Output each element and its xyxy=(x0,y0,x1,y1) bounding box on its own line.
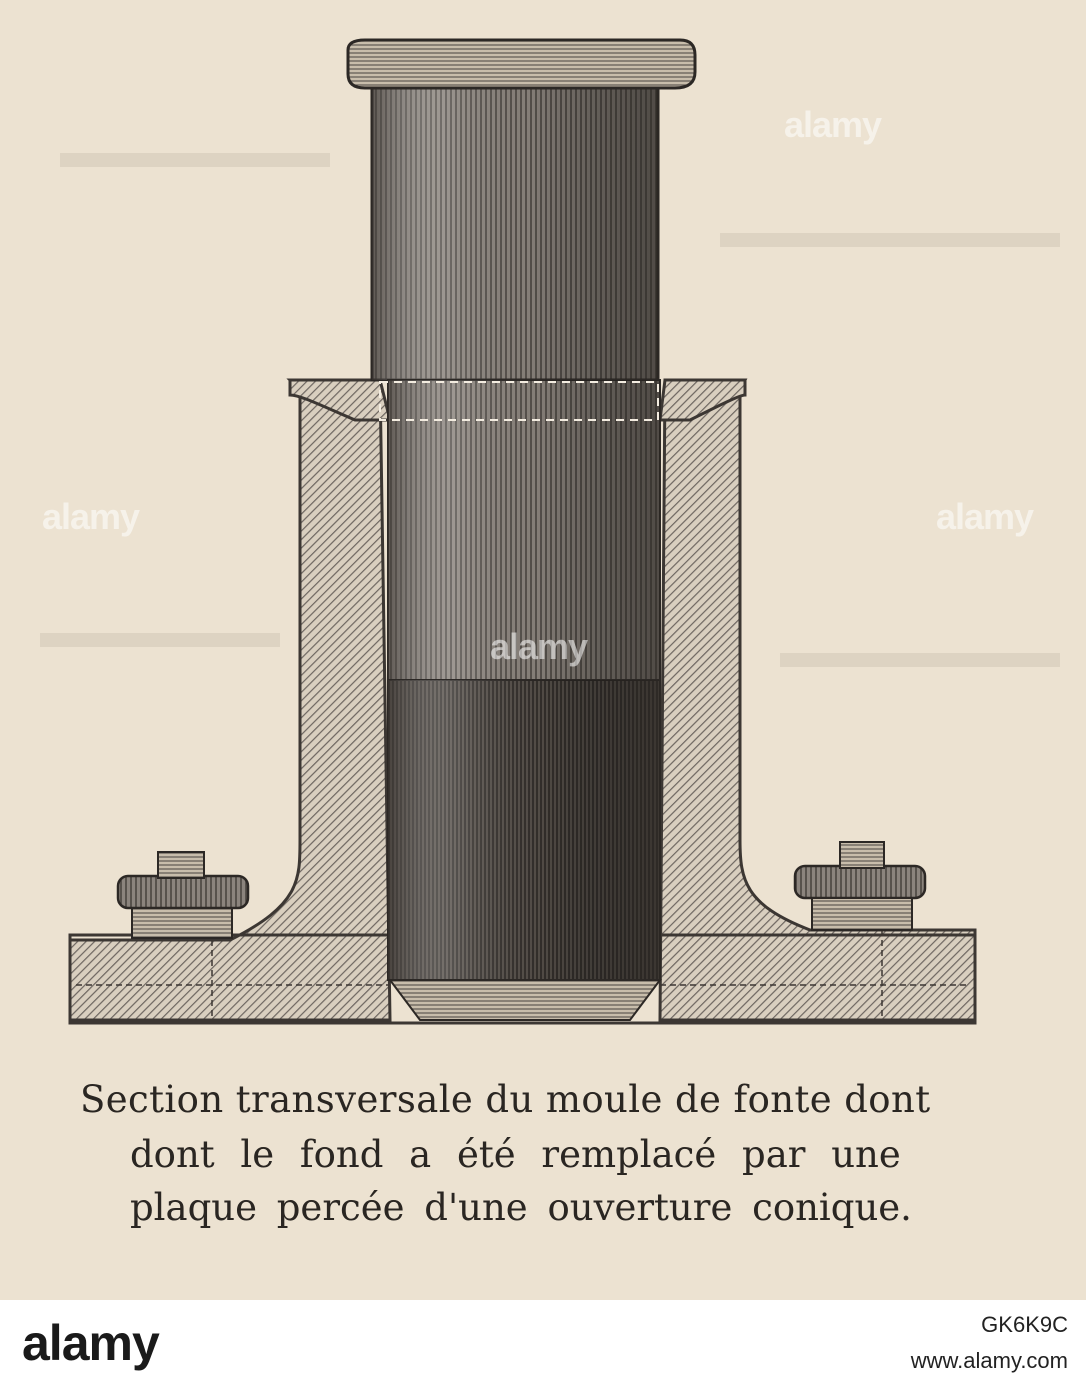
stock-footer xyxy=(0,1300,1086,1390)
site-url: www.alamy.com xyxy=(910,1348,1068,1373)
watermark-top: alamy xyxy=(784,104,882,145)
watermark-left: alamy xyxy=(42,496,140,537)
caption-line-3: plaque percée d'une ouverture conique. xyxy=(130,1186,912,1229)
piston-cap xyxy=(348,40,695,88)
caption-line-1: Section transversale du moule de fonte dont xyxy=(80,1078,931,1121)
watermark-center: alamy xyxy=(490,626,588,667)
alamy-logo: alamy xyxy=(22,1315,159,1371)
bolt-left xyxy=(118,852,248,938)
bolt-right xyxy=(795,842,925,930)
watermark-right: alamy xyxy=(936,496,1034,537)
conical-opening xyxy=(390,980,660,1020)
caption-line-2: dont le fond a été remplacé par une xyxy=(130,1133,901,1176)
image-id: GK6K9C xyxy=(981,1312,1068,1337)
